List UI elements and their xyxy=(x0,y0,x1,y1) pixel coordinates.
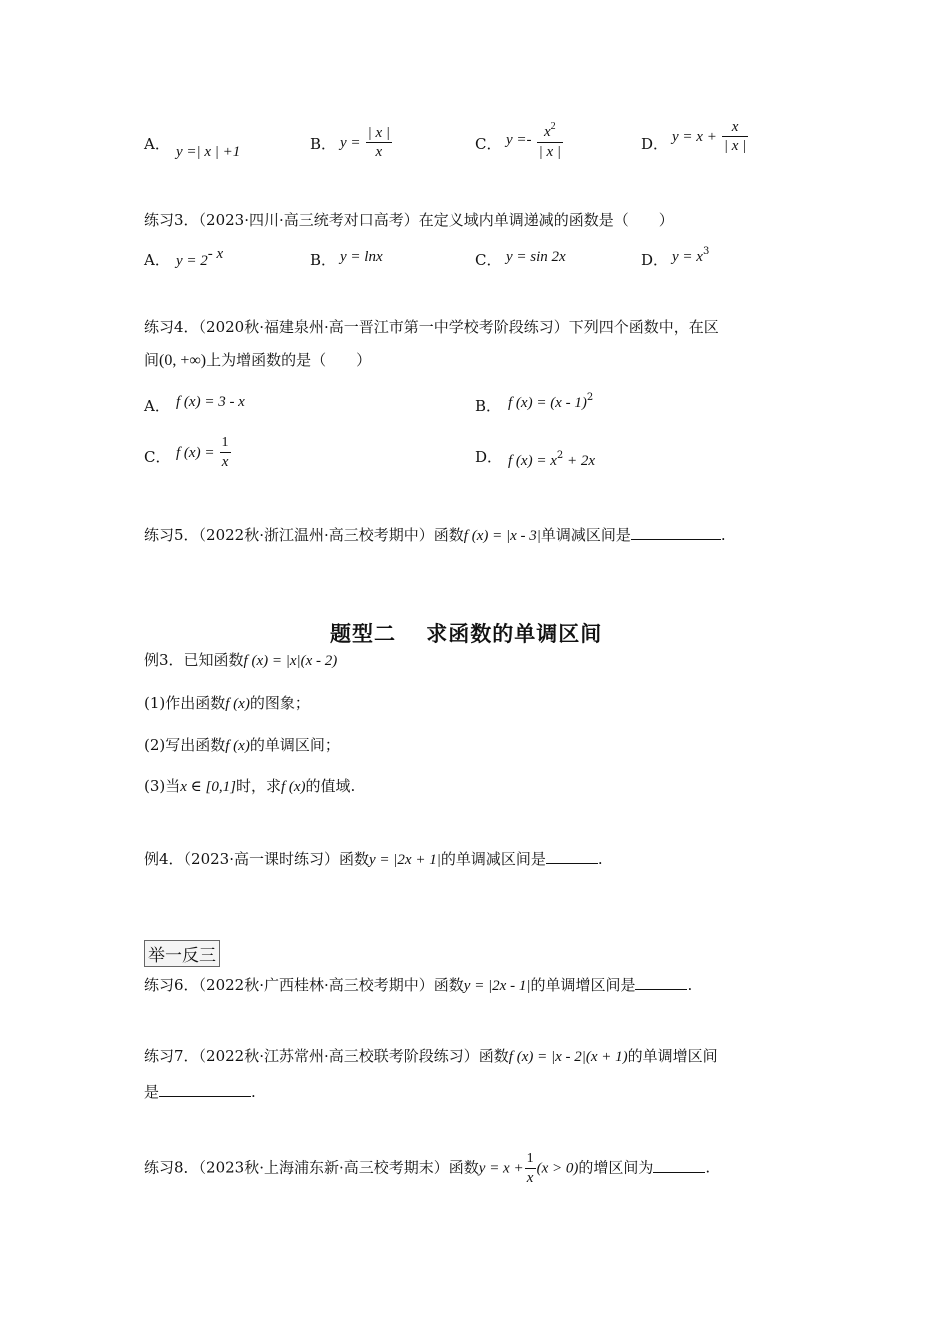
option-b-label: B． xyxy=(310,135,337,153)
exercise-4-stem-line2: 间(0, +∞)上为增函数的是（ ） xyxy=(144,351,372,369)
example-3-stem: 例3．已知函数f (x) = |x|(x - 2) xyxy=(144,651,338,669)
answer-blank[interactable] xyxy=(631,525,721,540)
ex4-b-label: B． xyxy=(475,397,502,415)
ex3-d-math: $y = x^3$ xyxy=(672,246,710,265)
exercise-6-stem: 练习6．（2022秋·广西桂林·高三校考期中）函数y = |2x - 1|的单调增区间是 . xyxy=(144,976,693,994)
exercise-4-stem-line1: 练习4．（2020秋·福建泉州·高一晋江市第一中学校考阶段练习）下列四个函数中，在区 xyxy=(144,318,719,336)
example-3-q1: (1)作出函数f (x)的图象； xyxy=(144,694,310,712)
example-3-q3: (3)当x ∈ [0,1]时，求f (x)的值域. xyxy=(144,777,356,795)
example-3-q2: (2)写出函数f (x)的单调区间； xyxy=(144,736,340,754)
answer-blank[interactable] xyxy=(635,975,687,990)
ex4-c-math: f (x) = $\frac{1}{x}$ xyxy=(176,435,229,470)
ex3-b-label: B． xyxy=(310,251,337,269)
exercise-8-stem: 练习8．（2023秋·上海浦东新·高三校考期末）函数y = x + $\frac{1}{x}$ (x > 0)的增区间为 . xyxy=(144,1151,711,1186)
option-a-math: y =| x | +1 xyxy=(176,144,241,160)
exercise-7-stem: 练习7．（2022秋·江苏常州·高三校联考阶段练习）函数f (x) = |x - 2|(x + 1)的单调增区间 xyxy=(144,1047,718,1065)
example-4-stem: 例4．（2023·高一课时练习）函数y = |2x + 1|的单调减区间是 . xyxy=(144,850,603,868)
ex4-d-math: f $(x) = x^2 + 2x$ xyxy=(508,450,596,469)
exercise-3-stem: 练习3．（2023·四川·高三统考对口高考）在定义域内单调递减的函数是（ ） xyxy=(144,211,674,229)
ex4-c-label: C． xyxy=(144,448,171,466)
exercise-7-line2: 是 . xyxy=(144,1083,256,1101)
option-a-label: A． xyxy=(144,135,170,153)
ex3-a-math: $y = 2^{- x}$ xyxy=(176,246,224,269)
ex4-d-label: D． xyxy=(475,448,503,466)
option-d-math: y = x + $\frac{x}{| x |}$ xyxy=(672,119,747,154)
ex4-a-math: f (x) = 3 - x xyxy=(176,394,245,410)
ex4-a-label: A． xyxy=(144,397,170,415)
answer-blank[interactable] xyxy=(159,1082,251,1097)
option-d-label: D． xyxy=(641,135,669,153)
ex4-b-math: f (x) = (x - 1)$^2$ xyxy=(508,392,594,411)
ex3-d-label: D． xyxy=(641,251,669,269)
option-c-math: y =- $\frac{x^2}{| x |}$ xyxy=(506,118,563,161)
option-c-label: C． xyxy=(475,135,502,153)
ex3-a-label: A． xyxy=(144,251,170,269)
option-b-math: y = $\frac{| x |}{x}$ xyxy=(340,125,391,160)
exercise-5-stem: 练习5．（2022秋·浙江温州·高三校考期中）函数f (x) = |x - 3|单调减区间是 . xyxy=(144,526,726,544)
answer-blank[interactable] xyxy=(546,849,598,864)
ex3-c-label: C． xyxy=(475,251,502,269)
ex3-b-math: y = lnx xyxy=(340,249,383,265)
ex3-c-math: y = sin 2x xyxy=(506,249,566,265)
practice-tag: 举一反三 xyxy=(144,940,220,967)
answer-blank[interactable] xyxy=(653,1158,705,1173)
section-title: 题型二 求函数的单调区间 xyxy=(330,622,603,646)
